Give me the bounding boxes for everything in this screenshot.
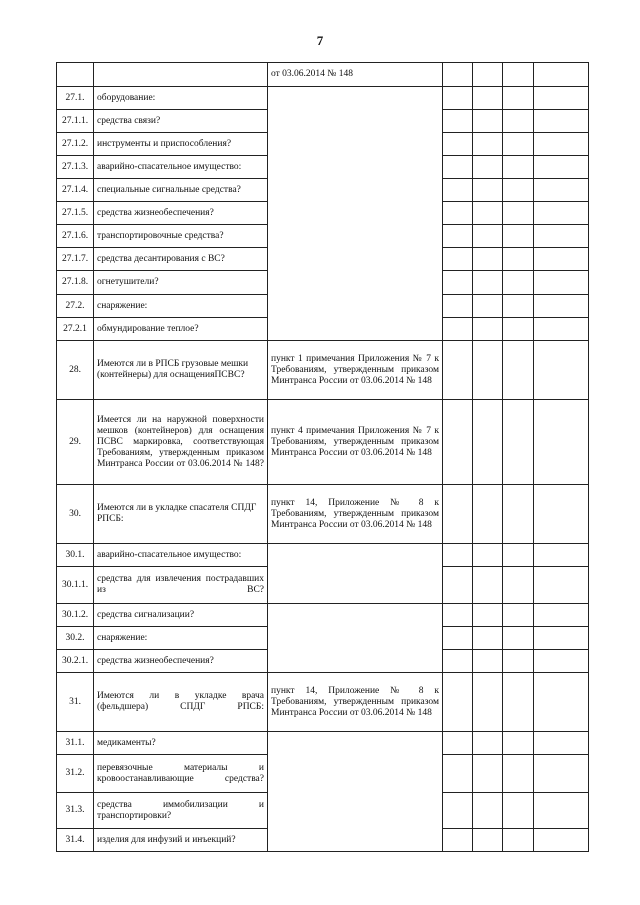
- answer-cell-note[interactable]: [534, 485, 589, 544]
- answer-cell-yes[interactable]: [443, 87, 473, 110]
- row-number: 27.1.8.: [57, 271, 94, 295]
- answer-cell-no[interactable]: [473, 829, 503, 852]
- row-number: 28.: [57, 341, 94, 400]
- answer-cell-no[interactable]: [473, 225, 503, 248]
- row-number: 27.1.3.: [57, 156, 94, 179]
- table-row: [57, 87, 589, 110]
- answer-cell-yes[interactable]: [443, 604, 473, 627]
- row-reference: от 03.06.2014 № 148: [268, 63, 443, 87]
- row-number: 27.1.7.: [57, 248, 94, 271]
- answer-cell-note[interactable]: [534, 793, 589, 829]
- answer-cell-note[interactable]: [534, 295, 589, 318]
- row-question: медикаменты?: [94, 732, 268, 755]
- answer-cell-yes[interactable]: [443, 295, 473, 318]
- answer-cell-no[interactable]: [473, 341, 503, 400]
- answer-cell-na[interactable]: [503, 318, 534, 341]
- answer-cell-note[interactable]: [534, 829, 589, 852]
- answer-cell-no[interactable]: [473, 567, 503, 604]
- answer-cell-note[interactable]: [534, 63, 589, 87]
- row-reference-merged: [268, 732, 443, 852]
- answer-cell-note[interactable]: [534, 87, 589, 110]
- row-question: средства сигнализации?: [94, 604, 268, 627]
- answer-cell-note[interactable]: [534, 341, 589, 400]
- row-question: средства жизнеобеспечения?: [94, 202, 268, 225]
- answer-cell-note[interactable]: [534, 732, 589, 755]
- answer-cell-yes[interactable]: [443, 567, 473, 604]
- answer-cell-no[interactable]: [473, 248, 503, 271]
- table-row: [57, 485, 589, 544]
- row-number: 31.: [57, 673, 94, 732]
- row-number: 31.1.: [57, 732, 94, 755]
- answer-cell-note[interactable]: [534, 604, 589, 627]
- answer-cell-na[interactable]: [503, 179, 534, 202]
- row-reference: пункт 14, Приложение № 8 к Требованиям, утвержденным приказом Минтранса России от 03.06.2014 № 148: [268, 673, 443, 732]
- answer-cell-na[interactable]: [503, 544, 534, 567]
- answer-cell-yes[interactable]: [443, 248, 473, 271]
- answer-cell-yes[interactable]: [443, 63, 473, 87]
- row-question: [94, 63, 268, 87]
- answer-cell-yes[interactable]: [443, 156, 473, 179]
- answer-cell-na[interactable]: [503, 110, 534, 133]
- row-number: [57, 63, 94, 87]
- answer-cell-no[interactable]: [473, 202, 503, 225]
- answer-cell-note[interactable]: [534, 544, 589, 567]
- answer-cell-na[interactable]: [503, 793, 534, 829]
- answer-cell-no[interactable]: [473, 544, 503, 567]
- answer-cell-note[interactable]: [534, 179, 589, 202]
- table-row: [57, 544, 589, 567]
- row-number: 30.1.2.: [57, 604, 94, 627]
- answer-cell-no[interactable]: [473, 485, 503, 544]
- answer-cell-no[interactable]: [473, 755, 503, 793]
- answer-cell-na[interactable]: [503, 295, 534, 318]
- answer-cell-yes[interactable]: [443, 627, 473, 650]
- answer-cell-yes[interactable]: [443, 318, 473, 341]
- page-number: 7: [316, 33, 324, 48]
- answer-cell-no[interactable]: [473, 271, 503, 295]
- row-question: Имеются ли в укладке спасателя СПДГ РПСБ:: [94, 485, 268, 544]
- row-number: 31.4.: [57, 829, 94, 852]
- answer-cell-note[interactable]: [534, 133, 589, 156]
- answer-cell-na[interactable]: [503, 248, 534, 271]
- answer-cell-na[interactable]: [503, 604, 534, 627]
- row-question: огнетушители?: [94, 271, 268, 295]
- answer-cell-yes[interactable]: [443, 341, 473, 400]
- answer-cell-yes[interactable]: [443, 400, 473, 485]
- answer-cell-no[interactable]: [473, 295, 503, 318]
- answer-cell-yes[interactable]: [443, 793, 473, 829]
- answer-cell-no[interactable]: [473, 133, 503, 156]
- answer-cell-note[interactable]: [534, 271, 589, 295]
- row-question: Имеются ли в укладке врача (фельдшера) СПДГ РПСБ:: [94, 673, 268, 732]
- answer-cell-note[interactable]: [534, 156, 589, 179]
- answer-cell-no[interactable]: [473, 400, 503, 485]
- answer-cell-no[interactable]: [473, 110, 503, 133]
- row-number: 27.2.: [57, 295, 94, 318]
- row-number: 27.1.5.: [57, 202, 94, 225]
- answer-cell-no[interactable]: [473, 673, 503, 732]
- row-number: 27.1.4.: [57, 179, 94, 202]
- answer-cell-no[interactable]: [473, 318, 503, 341]
- answer-cell-note[interactable]: [534, 627, 589, 650]
- table-row: [57, 400, 589, 485]
- answer-cell-na[interactable]: [503, 63, 534, 87]
- row-question: перевязочные материалы и кровоостанавливающие средства?: [94, 755, 268, 793]
- answer-cell-yes[interactable]: [443, 225, 473, 248]
- answer-cell-yes[interactable]: [443, 673, 473, 732]
- answer-cell-note[interactable]: [534, 202, 589, 225]
- row-number: 29.: [57, 400, 94, 485]
- answer-cell-yes[interactable]: [443, 110, 473, 133]
- row-number: 30.1.1.: [57, 567, 94, 604]
- row-question: оборудование:: [94, 87, 268, 110]
- answer-cell-yes[interactable]: [443, 650, 473, 673]
- answer-cell-note[interactable]: [534, 110, 589, 133]
- row-question: снаряжение:: [94, 295, 268, 318]
- answer-cell-yes[interactable]: [443, 755, 473, 793]
- answer-cell-no[interactable]: [473, 87, 503, 110]
- row-number: 30.1.: [57, 544, 94, 567]
- answer-cell-yes[interactable]: [443, 829, 473, 852]
- answer-cell-na[interactable]: [503, 400, 534, 485]
- answer-cell-no[interactable]: [473, 732, 503, 755]
- row-reference-merged: [268, 544, 443, 604]
- table-row: [57, 673, 589, 732]
- row-number: 27.1.1.: [57, 110, 94, 133]
- row-question: обмундирование теплое?: [94, 318, 268, 341]
- answer-cell-note[interactable]: [534, 755, 589, 793]
- row-question: средства связи?: [94, 110, 268, 133]
- answer-cell-na[interactable]: [503, 202, 534, 225]
- answer-cell-yes[interactable]: [443, 133, 473, 156]
- table-row: [57, 63, 589, 87]
- answer-cell-no[interactable]: [473, 627, 503, 650]
- row-number: 27.1.6.: [57, 225, 94, 248]
- row-question: средства десантирования с ВС?: [94, 248, 268, 271]
- row-question: Имеется ли на наружной поверхности мешков (контейнеров) для оснащения ПСВС маркировка, соответствующая Требованиям, утвержденным приказом Минтранса России от 03.06.2014 № 148?: [94, 400, 268, 485]
- table-row: [57, 732, 589, 755]
- row-question: средства для извлечения пострадавших из ВС?: [94, 567, 268, 604]
- row-question: изделия для инфузий и инъекций?: [94, 829, 268, 852]
- answer-cell-na[interactable]: [503, 156, 534, 179]
- answer-cell-yes[interactable]: [443, 179, 473, 202]
- answer-cell-na[interactable]: [503, 485, 534, 544]
- answer-cell-no[interactable]: [473, 793, 503, 829]
- row-reference: пункт 1 примечания Приложения № 7 к Требованиям, утвержденным приказом Минтранса России от 03.06.2014 № 148: [268, 341, 443, 400]
- row-question: средства иммобилизации и транспортировки?: [94, 793, 268, 829]
- checklist-table: [56, 62, 589, 852]
- row-number: 30.: [57, 485, 94, 544]
- answer-cell-no[interactable]: [473, 179, 503, 202]
- answer-cell-na[interactable]: [503, 133, 534, 156]
- answer-cell-note[interactable]: [534, 225, 589, 248]
- answer-cell-yes[interactable]: [443, 732, 473, 755]
- row-question: инструменты и приспособления?: [94, 133, 268, 156]
- row-number: 27.1.: [57, 87, 94, 110]
- answer-cell-yes[interactable]: [443, 544, 473, 567]
- answer-cell-note[interactable]: [534, 567, 589, 604]
- row-question: специальные сигнальные средства?: [94, 179, 268, 202]
- answer-cell-note[interactable]: [534, 318, 589, 341]
- answer-cell-note[interactable]: [534, 650, 589, 673]
- row-number: 30.2.: [57, 627, 94, 650]
- row-question: транспортировочные средства?: [94, 225, 268, 248]
- answer-cell-na[interactable]: [503, 650, 534, 673]
- row-reference-merged: [268, 87, 443, 341]
- answer-cell-yes[interactable]: [443, 202, 473, 225]
- row-question: Имеются ли в РПСБ грузовые мешки (контейнеры) для оснащенияПСВС?: [94, 341, 268, 400]
- row-question: аварийно-спасательное имущество:: [94, 544, 268, 567]
- row-reference-merged: [268, 604, 443, 673]
- table-row: [57, 341, 589, 400]
- answer-cell-na[interactable]: [503, 225, 534, 248]
- answer-cell-na[interactable]: [503, 271, 534, 295]
- row-reference: пункт 4 примечания Приложения № 7 к Требованиям, утвержденным приказом Минтранса России от 03.06.2014 № 148: [268, 400, 443, 485]
- answer-cell-na[interactable]: [503, 87, 534, 110]
- answer-cell-no[interactable]: [473, 63, 503, 87]
- answer-cell-no[interactable]: [473, 604, 503, 627]
- row-number: 27.1.2.: [57, 133, 94, 156]
- answer-cell-na[interactable]: [503, 755, 534, 793]
- row-question: аварийно-спасательное имущество:: [94, 156, 268, 179]
- answer-cell-no[interactable]: [473, 650, 503, 673]
- row-number: 30.2.1.: [57, 650, 94, 673]
- row-question: снаряжение:: [94, 627, 268, 650]
- answer-cell-na[interactable]: [503, 732, 534, 755]
- answer-cell-note[interactable]: [534, 400, 589, 485]
- row-number: 27.2.1: [57, 318, 94, 341]
- answer-cell-no[interactable]: [473, 156, 503, 179]
- answer-cell-yes[interactable]: [443, 485, 473, 544]
- row-number: 31.2.: [57, 755, 94, 793]
- answer-cell-na[interactable]: [503, 829, 534, 852]
- row-question: средства жизнеобеспечения?: [94, 650, 268, 673]
- answer-cell-na[interactable]: [503, 673, 534, 732]
- answer-cell-na[interactable]: [503, 567, 534, 604]
- row-number: 31.3.: [57, 793, 94, 829]
- answer-cell-na[interactable]: [503, 341, 534, 400]
- answer-cell-na[interactable]: [503, 627, 534, 650]
- table-row: [57, 604, 589, 627]
- answer-cell-yes[interactable]: [443, 271, 473, 295]
- answer-cell-note[interactable]: [534, 673, 589, 732]
- answer-cell-note[interactable]: [534, 248, 589, 271]
- row-reference: пункт 14, Приложение № 8 к Требованиям, утвержденным приказом Минтранса России от 03.06.2014 № 148: [268, 485, 443, 544]
